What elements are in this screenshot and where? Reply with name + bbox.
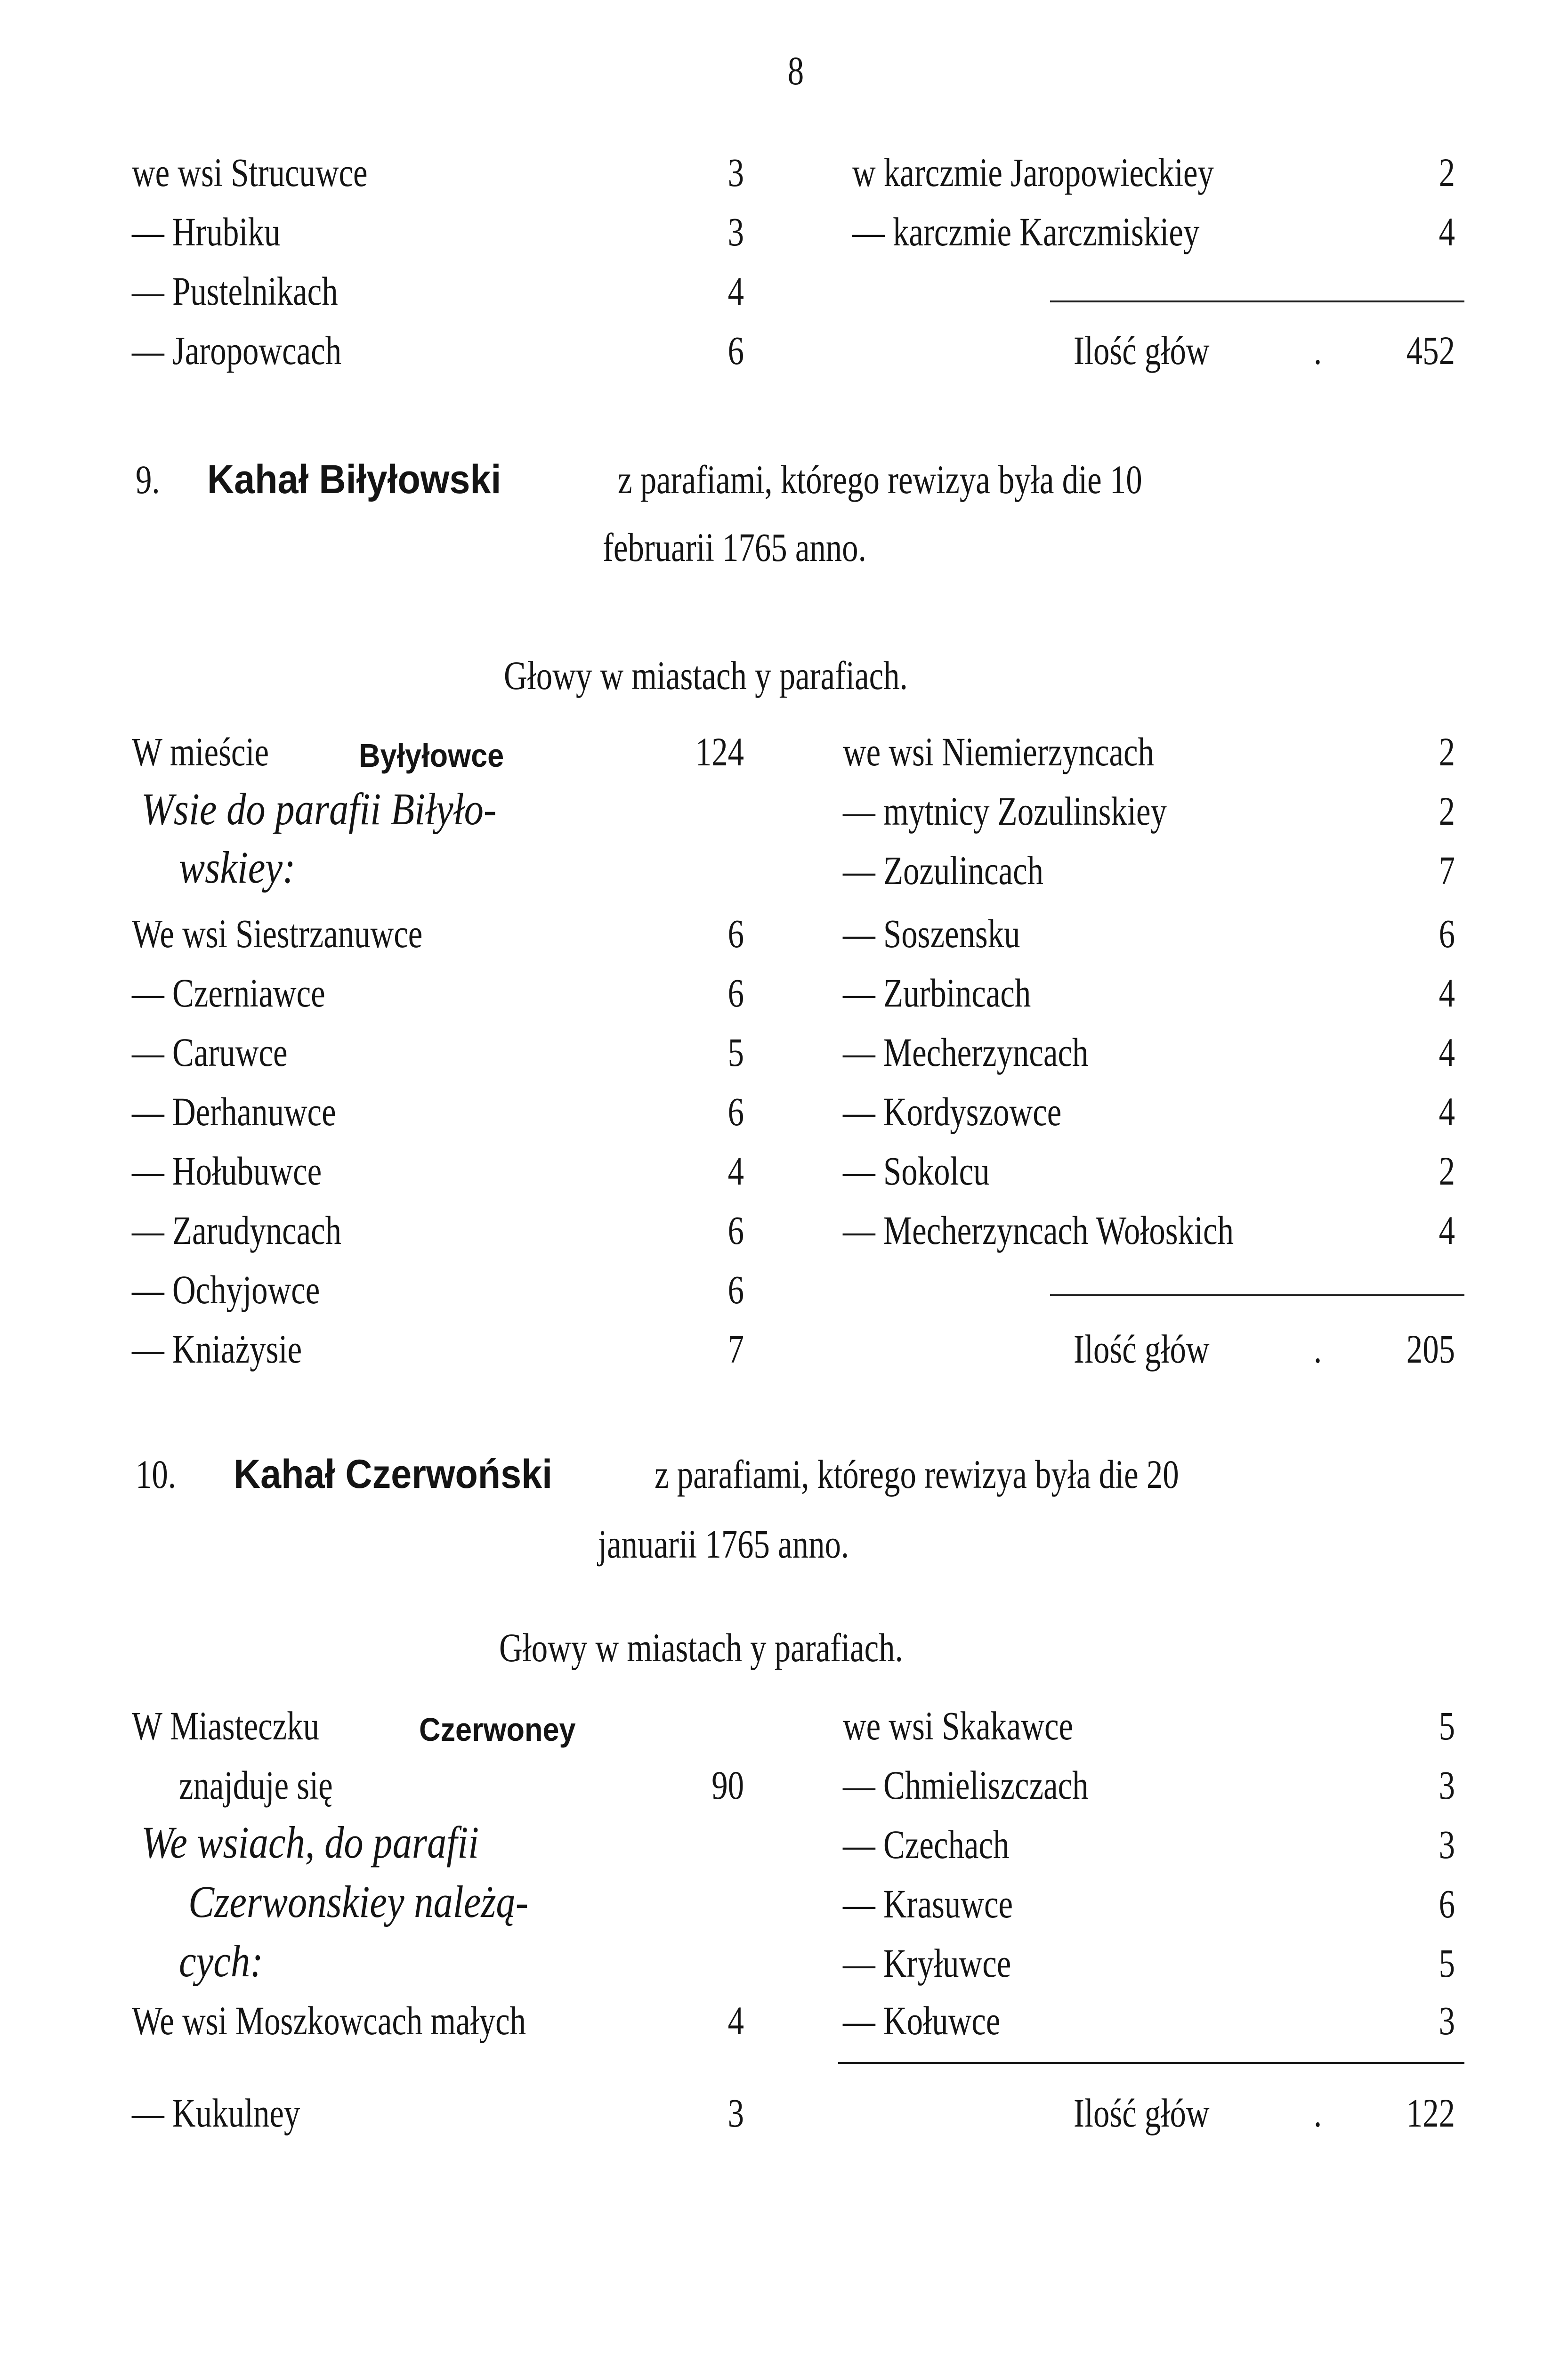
town-name: Czerwoney [419,1711,576,1748]
list-item-label: — Caruwce [132,1030,288,1075]
list-item-label: We wsi Siestrzanuwce [132,911,423,956]
list-item-label: — mytnicy Zozulinskiey [843,788,1167,834]
list-item-value: 4 [1439,1089,1455,1134]
town-prefix: W mieście [132,729,269,774]
section-title: Kahał Czerwoński [234,1452,553,1497]
list-item-label: — Kukulney [132,2090,300,2136]
list-item-label: We wsi Moszkowcach małych [132,1998,526,2043]
list-item-value: 4 [727,268,744,314]
list-item-value: 6 [727,1267,744,1312]
list-item-label: — Pustelnikach [132,268,338,314]
list-item-value: 3 [1439,1822,1455,1867]
list-item-label: — Czechach [843,1822,1010,1867]
list-item-value: 4 [1439,1208,1455,1253]
list-item-label: — Sokolcu [843,1148,990,1194]
total-rule [1050,1294,1464,1296]
total-rule [1050,300,1464,302]
total-label: Ilość głów [1074,2090,1210,2136]
total-value: 452 [1406,328,1455,373]
list-item-label: — Soszensku [843,911,1020,956]
list-item-value: 5 [727,1030,744,1075]
list-item-label: — Mecherzyncach Wołoskich [843,1208,1234,1253]
list-item-value: 4 [1439,209,1455,254]
list-item-label: w karczmie Jaropowieckiey [852,150,1214,195]
total-dot: . [1314,1326,1322,1372]
total-dot: . [1314,328,1322,373]
section-heading-text: z parafiami, którego rewizya była die 20 [655,1452,1179,1497]
list-item-value: 4 [727,1148,744,1194]
list-item-value: 6 [727,970,744,1015]
list-item-value: 5 [1439,1941,1455,1986]
list-item-value: 6 [727,1089,744,1134]
list-item-label: — Kryłuwce [843,1941,1011,1986]
list-item-value: 6 [727,328,744,373]
list-item-label: — Kołuwce [843,1998,1001,2043]
list-item-label: — Derhanuwce [132,1089,336,1134]
list-item-label: — Chmieliszczach [843,1762,1089,1808]
town-value: 124 [695,729,744,774]
list-item-label: — Jaropowcach [132,328,342,373]
section-heading-text: z parafiami, którego rewizya była die 10 [618,457,1142,502]
town-prefix: W Miasteczku [132,1703,320,1748]
list-item-value: 4 [727,1998,744,2043]
list-item-label: — Mecherzyncach [843,1030,1089,1075]
parish-heading-line1: Wsie do parafii Biłyło- [141,784,497,834]
total-value: 122 [1406,2090,1455,2136]
list-item-label: — Czerniawce [132,970,325,1015]
list-item-value: 5 [1439,1703,1455,1748]
list-item-value: 3 [1439,1762,1455,1808]
page-number: 8 [787,48,804,93]
section-number: 10. [136,1452,176,1497]
list-item-label: — Hołubuwce [132,1148,322,1194]
list-item-value: 7 [727,1326,744,1372]
total-value: 205 [1406,1326,1455,1372]
list-item-value: 6 [727,1208,744,1253]
list-item-label: — karczmie Karczmiskiey [852,209,1200,254]
section-date: januarii 1765 anno. [598,1521,849,1567]
list-item-label: — Zozulincach [843,848,1044,893]
parish-heading-line2: Czerwonskiey należą- [188,1876,529,1927]
town-name: Byłyłowce [359,737,504,774]
list-item-label: — Zurbincach [843,970,1031,1015]
list-item-label: we wsi Niemierzyncach [843,729,1154,774]
list-item-label: — Krasuwce [843,1881,1013,1926]
list-item-label: we wsi Skakawce [843,1703,1074,1748]
list-item-value: 3 [727,150,744,195]
parish-heading-line1: We wsiach, do parafii [141,1817,479,1868]
list-item-value: 6 [1439,911,1455,956]
list-item-label: — Kniażysie [132,1326,302,1372]
list-item-value: 4 [1439,1030,1455,1075]
total-rule [838,2062,1464,2064]
total-label: Ilość głów [1074,1326,1210,1372]
list-item-label: — Ochyjowce [132,1267,320,1312]
list-item-value: 3 [727,209,744,254]
list-item-label: — Zarudyncach [132,1208,342,1253]
list-item-value: 3 [727,2090,744,2136]
town-line2: znajduje się [179,1762,333,1808]
list-item-value: 2 [1439,729,1455,774]
parish-heading-line2: wskiey: [179,842,296,893]
list-item-value: 2 [1439,150,1455,195]
total-dot: . [1314,2090,1322,2136]
parish-heading-line3: cych: [179,1936,263,1986]
list-item-label: — Hrubiku [132,209,281,254]
list-item-value: 3 [1439,1998,1455,2043]
list-item-value: 2 [1439,1148,1455,1194]
section-number: 9. [136,457,160,502]
section-date: februarii 1765 anno. [603,525,866,570]
total-label: Ilość głów [1074,328,1210,373]
section-subheading: Głowy w miastach y parafiach. [504,653,908,698]
town-value: 90 [711,1762,744,1808]
list-item-value: 6 [1439,1881,1455,1926]
list-item-value: 6 [727,911,744,956]
list-item-label: — Kordyszowce [843,1089,1062,1134]
section-subheading: Głowy w miastach y parafiach. [499,1625,903,1670]
section-title: Kahał Biłyłowski [207,457,501,502]
list-item-label: we wsi Strucuwce [132,150,368,195]
list-item-value: 2 [1439,788,1455,834]
list-item-value: 4 [1439,970,1455,1015]
list-item-value: 7 [1439,848,1455,893]
